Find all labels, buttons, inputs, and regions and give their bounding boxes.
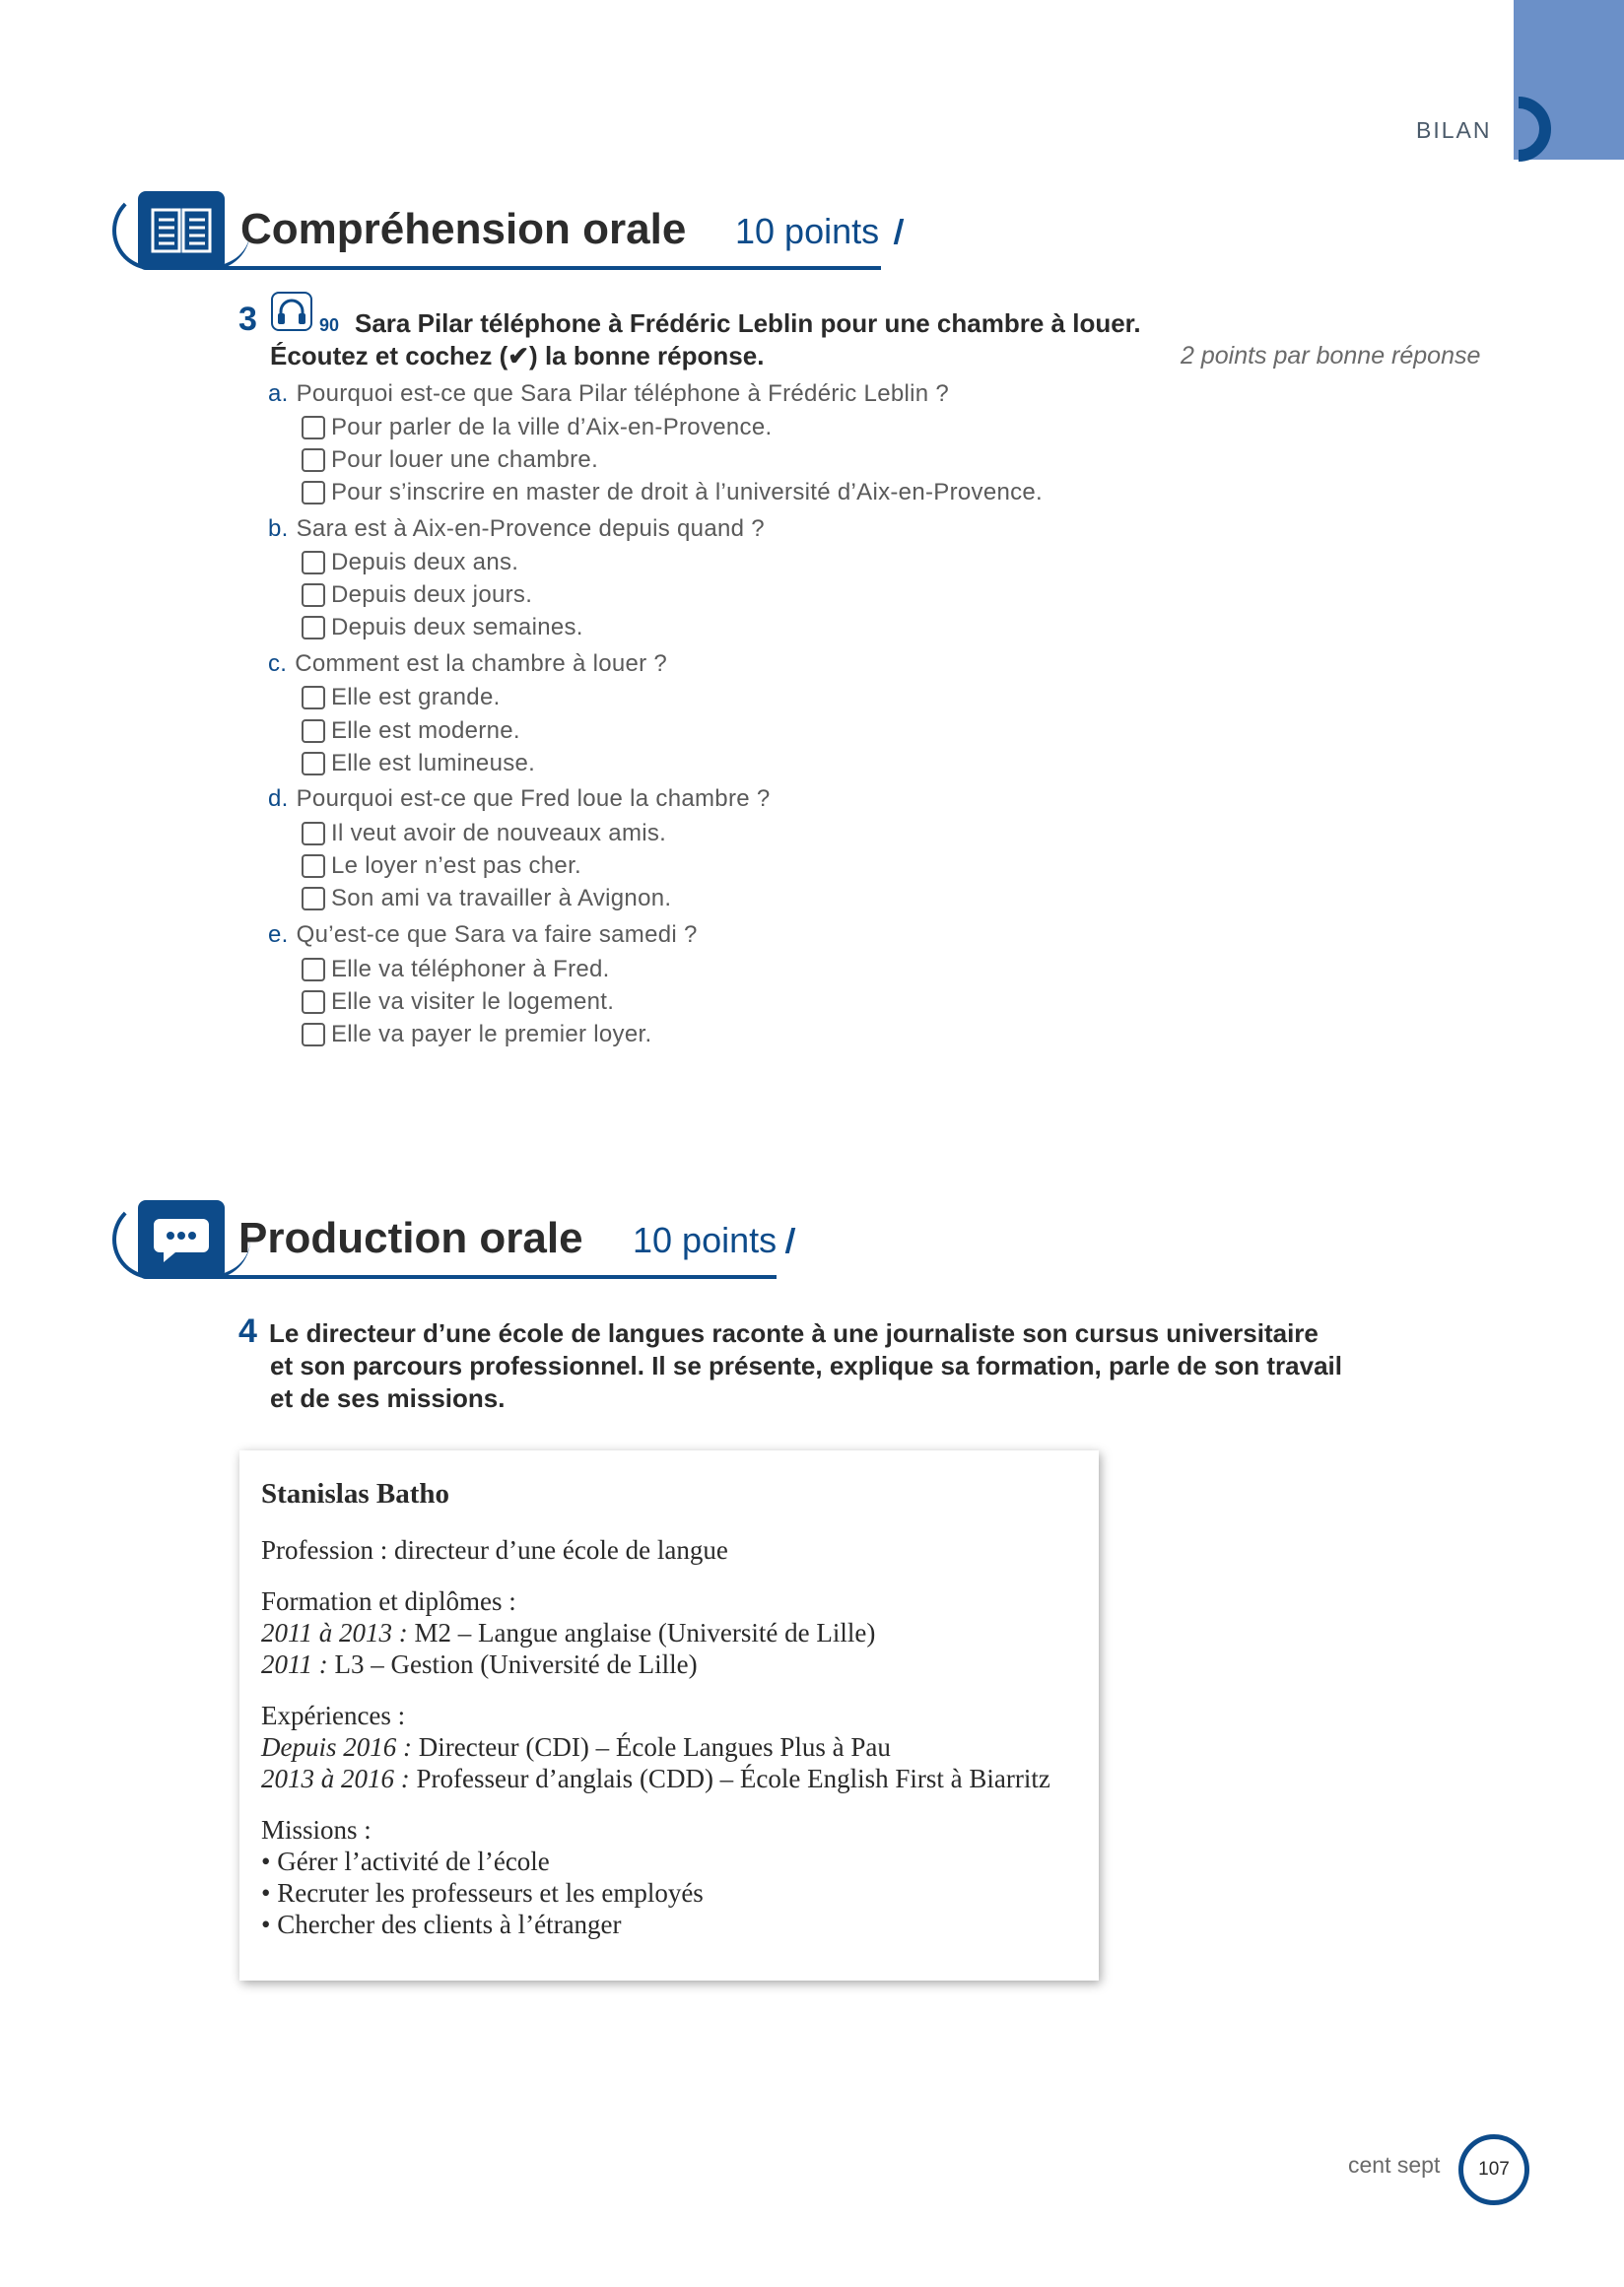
option-text: Elle va téléphoner à Fred. bbox=[331, 956, 610, 982]
question-letter: b. bbox=[268, 515, 289, 542]
experience-text: Directeur (CDI) – École Langues Plus à Pau bbox=[418, 1732, 891, 1762]
experience-text: Professeur d’anglais (CDD) – École English First à Biarritz bbox=[416, 1764, 1050, 1793]
checkbox[interactable] bbox=[302, 990, 325, 1014]
question-text: Sara est à Aix-en-Provence depuis quand ? bbox=[296, 515, 765, 542]
option-text: Elle va visiter le logement. bbox=[331, 988, 615, 1015]
mission-item: • Recruter les professeurs et les employés bbox=[261, 1877, 1077, 1909]
question-a bbox=[268, 380, 949, 408]
instruction-line-1: Le directeur d’une école de langues raconte à une journaliste son cursus universitaire bbox=[269, 1318, 1319, 1348]
option-b1[interactable] bbox=[302, 549, 518, 576]
option-text: Depuis deux semaines. bbox=[331, 614, 583, 640]
option-text: Pour s’inscrire en master de droit à l’université d’Aix-en-Provence. bbox=[331, 479, 1044, 505]
question-letter: e. bbox=[268, 921, 289, 948]
option-text: Elle est moderne. bbox=[331, 717, 520, 744]
option-b3[interactable] bbox=[302, 614, 583, 641]
missions-label: Missions : bbox=[261, 1815, 372, 1845]
mission-item: • Chercher des clients à l’étranger bbox=[261, 1909, 1077, 1940]
experience-item bbox=[261, 1731, 1077, 1763]
option-text: Depuis deux jours. bbox=[331, 581, 533, 608]
checkbox[interactable] bbox=[302, 719, 325, 743]
question-letter: c. bbox=[268, 650, 288, 677]
formation-item bbox=[261, 1648, 1077, 1680]
question-text: Pourquoi est-ce que Fred loue la chambre ? bbox=[296, 785, 771, 812]
option-text: Depuis deux ans. bbox=[331, 549, 519, 575]
book-icon bbox=[138, 191, 225, 270]
header-tick bbox=[785, 1228, 795, 1253]
option-text: Elle est lumineuse. bbox=[331, 750, 536, 776]
option-c1[interactable] bbox=[302, 684, 501, 711]
formation-date: 2011 : bbox=[261, 1649, 328, 1679]
page-number: 107 bbox=[1458, 2134, 1529, 2205]
header-underline bbox=[201, 266, 881, 270]
option-e1[interactable] bbox=[302, 956, 610, 983]
checkbox[interactable] bbox=[302, 616, 325, 639]
question-text: Pourquoi est-ce que Sara Pilar téléphone à Frédéric Leblin ? bbox=[296, 380, 950, 407]
question-d bbox=[268, 785, 771, 813]
instruction-line-2: et son parcours professionnel. Il se présente, explique sa formation, parle de son travail bbox=[270, 1351, 1342, 1380]
bilan-ring-icon bbox=[1486, 97, 1551, 162]
question-e bbox=[268, 921, 698, 949]
missions-block bbox=[261, 1814, 1077, 1940]
option-text: Elle est grande. bbox=[331, 684, 501, 710]
instruction-line-1: Sara Pilar téléphone à Frédéric Leblin pour une chambre à louer. bbox=[355, 308, 1141, 338]
option-e2[interactable] bbox=[302, 988, 614, 1016]
option-b2[interactable] bbox=[302, 581, 532, 609]
option-c3[interactable] bbox=[302, 750, 535, 777]
cv-name: Stanislas Batho bbox=[261, 1478, 449, 1510]
comprehension-header bbox=[112, 191, 911, 280]
checkbox[interactable] bbox=[302, 551, 325, 574]
profession-label: Profession : bbox=[261, 1535, 388, 1565]
question-text: Comment est la chambre à louer ? bbox=[295, 650, 668, 677]
speech-bubble-icon bbox=[138, 1200, 225, 1279]
question-letter: d. bbox=[268, 785, 289, 812]
cv-card bbox=[239, 1450, 1099, 1981]
checkbox[interactable] bbox=[302, 583, 325, 607]
formation-item bbox=[261, 1617, 1077, 1648]
headphones-icon[interactable] bbox=[271, 292, 312, 331]
profession-block bbox=[261, 1534, 1077, 1566]
formation-date: 2011 à 2013 : bbox=[261, 1618, 408, 1648]
question-letter: a. bbox=[268, 380, 289, 407]
page-text: cent sept bbox=[1348, 2152, 1441, 2178]
question-b bbox=[268, 515, 765, 543]
header-tick bbox=[894, 219, 904, 244]
experiences-label: Expériences : bbox=[261, 1701, 406, 1730]
option-d1[interactable] bbox=[302, 820, 666, 847]
exercise-number: 3 bbox=[238, 301, 257, 338]
option-e3[interactable] bbox=[302, 1021, 651, 1048]
mission-item: • Gérer l’activité de l’école bbox=[261, 1846, 1077, 1877]
section-points: 10 points bbox=[633, 1220, 778, 1260]
question-c bbox=[268, 650, 667, 678]
experience-date: Depuis 2016 : bbox=[261, 1732, 412, 1762]
checkbox[interactable] bbox=[302, 686, 325, 709]
option-d3[interactable] bbox=[302, 885, 671, 912]
instruction-line-2: Écoutez et cochez (✔) la bonne réponse. bbox=[270, 341, 765, 370]
option-text: Le loyer n’est pas cher. bbox=[331, 852, 582, 879]
option-a1[interactable] bbox=[302, 414, 772, 441]
option-text: Pour parler de la ville d’Aix-en-Provence. bbox=[331, 414, 773, 440]
option-c2[interactable] bbox=[302, 717, 520, 745]
profession-value: directeur d’une école de langue bbox=[394, 1535, 728, 1565]
checkbox[interactable] bbox=[302, 481, 325, 504]
checkbox[interactable] bbox=[302, 854, 325, 878]
experience-date: 2013 à 2016 : bbox=[261, 1764, 410, 1793]
audio-track-number: 90 bbox=[319, 315, 340, 335]
formation-label: Formation et diplômes : bbox=[261, 1586, 516, 1616]
bilan-label: BILAN bbox=[1416, 117, 1492, 143]
checkbox[interactable] bbox=[302, 958, 325, 981]
option-text: Pour louer une chambre. bbox=[331, 446, 599, 473]
checkbox[interactable] bbox=[302, 448, 325, 472]
section-title: Production orale bbox=[238, 1214, 583, 1262]
checkbox[interactable] bbox=[302, 752, 325, 775]
question-text: Qu’est-ce que Sara va faire samedi ? bbox=[296, 921, 698, 948]
checkbox[interactable] bbox=[302, 1023, 325, 1046]
option-text: Elle va payer le premier loyer. bbox=[331, 1021, 652, 1047]
header-underline bbox=[201, 1275, 777, 1279]
section-points: 10 points bbox=[735, 211, 880, 251]
formation-text: L3 – Gestion (Université de Lille) bbox=[334, 1649, 698, 1679]
checkbox[interactable] bbox=[302, 887, 325, 910]
experience-item bbox=[261, 1763, 1077, 1794]
option-a2[interactable] bbox=[302, 446, 598, 474]
formation-block bbox=[261, 1585, 1077, 1680]
option-text: Son ami va travailler à Avignon. bbox=[331, 885, 672, 911]
checkbox[interactable] bbox=[302, 416, 325, 439]
points-note: 2 points par bonne réponse bbox=[1181, 342, 1481, 370]
checkbox[interactable] bbox=[302, 822, 325, 845]
formation-text: M2 – Langue anglaise (Université de Lille) bbox=[414, 1618, 876, 1648]
option-a3[interactable] bbox=[302, 479, 1043, 506]
production-header bbox=[112, 1200, 802, 1289]
option-text: Il veut avoir de nouveaux amis. bbox=[331, 820, 667, 846]
section-title: Compréhension orale bbox=[240, 205, 687, 253]
experiences-block bbox=[261, 1700, 1077, 1794]
instruction-line-3: et de ses missions. bbox=[270, 1383, 506, 1413]
exercise-number: 4 bbox=[238, 1312, 257, 1350]
option-d2[interactable] bbox=[302, 852, 581, 880]
